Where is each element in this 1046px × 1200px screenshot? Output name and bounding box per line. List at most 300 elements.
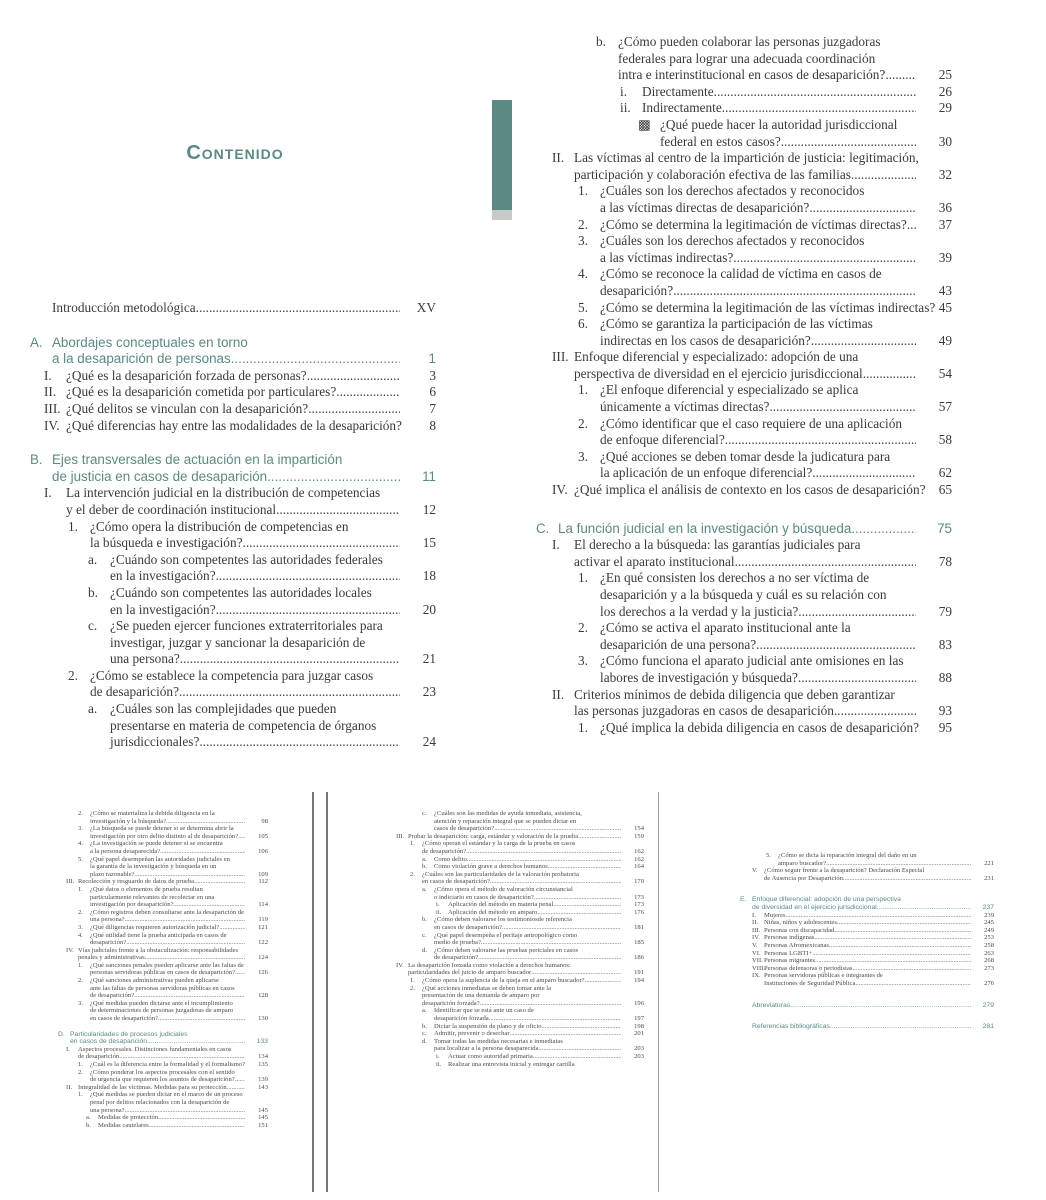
toc-entry-text: ¿Cuáles son las particularidades de la valoración probatoria <box>422 870 579 878</box>
toc-entry-text: Niñas, niños y adolescentes <box>764 919 837 927</box>
toc-page-number: 6 <box>429 384 436 400</box>
page-divider <box>658 792 659 1192</box>
toc-leader-dots <box>510 1030 621 1038</box>
toc-entry-number: V. <box>752 867 758 875</box>
toc-entry-text: de desaparición? <box>90 992 135 1000</box>
toc-entry[interactable] <box>548 150 952 183</box>
toc-entry-number: II. <box>66 1083 73 1091</box>
toc-entry[interactable] <box>66 878 268 886</box>
toc-section-heading[interactable] <box>740 896 994 911</box>
toc-entry[interactable] <box>78 977 268 1000</box>
toc-entry[interactable] <box>396 1038 644 1053</box>
toc-entry-number: VI. <box>752 949 761 957</box>
toc-entry[interactable] <box>396 1061 644 1069</box>
toc-section-heading[interactable] <box>740 1023 994 1031</box>
toc-entry-text: Actuar como autoridad primaria <box>448 1053 533 1060</box>
toc-page-number: 65 <box>938 482 952 498</box>
toc-entry-text: ¿Cómo funciona el aparato judicial ante omisiones en las <box>600 653 904 669</box>
toc-entry[interactable] <box>78 1000 268 1023</box>
toc-entry[interactable] <box>396 856 644 864</box>
toc-entry-number: IV. <box>396 961 404 969</box>
toc-entry[interactable] <box>740 867 994 882</box>
toc-leader-dots <box>494 825 621 833</box>
toc-page-number: 203 <box>634 1045 644 1053</box>
toc-leader-dots <box>231 351 400 368</box>
toc-leader-dots <box>534 894 621 902</box>
toc-entry[interactable] <box>78 962 268 977</box>
toc-entry-text: Ejes transversales de actuación en la impartición <box>52 452 343 468</box>
toc-page-number: 276 <box>984 979 994 987</box>
toc-entry-number: VII. <box>752 957 763 965</box>
toc-entry[interactable] <box>548 482 952 499</box>
toc-leader-dots <box>145 954 245 962</box>
toc-entry[interactable] <box>30 519 436 552</box>
toc-leader-dots <box>216 602 400 619</box>
toc-entry[interactable] <box>30 418 436 435</box>
toc-leader-dots <box>480 1000 621 1008</box>
toc-entry-text: desaparición y a la búsqueda y cuál es su relación con <box>600 587 887 602</box>
toc-leader-dots <box>843 875 971 883</box>
toc-entry[interactable] <box>548 653 952 686</box>
toc-entry[interactable] <box>396 1007 644 1022</box>
toc-entry[interactable] <box>548 449 952 482</box>
toc-entry[interactable] <box>78 909 268 924</box>
toc-entry-number: c. <box>422 1030 427 1038</box>
toc-entry-text: investigación por otro delito distinto al de desaparición? <box>90 832 239 840</box>
toc-page-number: 258 <box>984 941 994 949</box>
toc-entry-number: 1. <box>578 719 588 735</box>
toc-entry[interactable] <box>30 585 436 618</box>
toc-page-number: 273 <box>984 964 994 972</box>
toc-entry-text: Como violación grave a derechos humanos <box>434 863 548 871</box>
toc-entry-number: B. <box>30 452 43 468</box>
toc-entry-number: 4. <box>578 266 588 282</box>
toc-leader-dots <box>673 283 916 300</box>
toc-page-number: 114 <box>258 901 268 909</box>
toc-entry-text: ¿En qué consisten los derechos a no ser víctima de <box>600 570 870 586</box>
toc-page-number: 24 <box>422 734 436 750</box>
toc-entry[interactable] <box>396 947 644 962</box>
toc-leader-dots <box>308 401 400 418</box>
toc-entry-text: ¿La investigación se puede detener si se encuentra <box>90 840 223 848</box>
toc-entry-text: investigación y la búsqueda? <box>90 817 166 825</box>
toc-entry[interactable] <box>548 537 952 570</box>
toc-entry[interactable] <box>396 1030 644 1038</box>
toc-entry-text: Enfoque diferencial: adopción de una perspectiva <box>752 896 901 904</box>
toc-leader-dots <box>537 909 621 917</box>
toc-entry[interactable] <box>30 368 436 385</box>
toc-entry[interactable] <box>396 810 644 833</box>
toc-entry-text: ¿Qué puede hacer la autoridad jurisdiccional <box>660 116 898 132</box>
toc-entry-text: a la desaparición de personas <box>52 351 231 367</box>
toc-leader-dots <box>466 848 621 856</box>
toc-leader-dots <box>147 1038 245 1046</box>
toc-leader-dots <box>578 833 621 841</box>
toc-entry-text: casos de desaparición? <box>434 825 495 833</box>
toc-entry[interactable] <box>78 810 268 825</box>
toc-page-number: 162 <box>634 847 644 855</box>
toc-entry[interactable] <box>396 886 644 901</box>
toc-entry-text: la garantía de la investigación y búsqueda en un <box>90 863 217 871</box>
toc-entry-number: a. <box>422 885 427 893</box>
toc-entry-text: La intervención judicial en la distribución de competencias <box>66 485 381 501</box>
toc-entry-number: III. <box>552 349 569 365</box>
toc-entry[interactable] <box>66 947 268 962</box>
toc-entry-number: 3. <box>578 653 588 669</box>
toc-entry[interactable] <box>396 871 644 886</box>
toc-page-number: 26 <box>938 83 952 99</box>
toc-leader-dots <box>174 901 246 909</box>
toc-entry-text: ¿Cómo pueden colaborar las personas juzgadoras <box>618 34 881 49</box>
toc-page-number: 119 <box>258 916 268 924</box>
toc-entry[interactable] <box>30 300 436 317</box>
toc-entry-number: V. <box>752 941 758 949</box>
toc-entry-number: II. <box>552 686 565 702</box>
toc-entry-number: ii. <box>436 908 442 916</box>
toc-page-number: 221 <box>984 859 994 867</box>
toc-entry-number: 3. <box>578 233 588 249</box>
toc-entry-text: ¿Cómo deben valorarse los testimoniosde referencia <box>434 916 572 924</box>
toc-page-number: 75 <box>937 520 952 536</box>
toc-entry[interactable] <box>78 924 268 932</box>
toc-entry[interactable] <box>548 34 952 84</box>
toc-entry[interactable] <box>30 618 436 668</box>
toc-entry-number: 1. <box>78 961 83 969</box>
toc-entry-text: a la persona desaparecida? <box>90 847 161 855</box>
toc-entry-text: ¿Qué es la desaparición cometida por particulares? <box>66 384 337 400</box>
toc-page-number: 128 <box>258 992 268 1000</box>
toc-page-number: 143 <box>258 1083 268 1091</box>
toc-entry[interactable] <box>548 687 952 720</box>
toc-entry-text: La desaparición forzada como violación a derechos humanos: <box>408 961 571 969</box>
toc-entry[interactable] <box>396 863 644 871</box>
toc-entry-number: III. <box>66 878 75 886</box>
toc-leader-dots <box>786 912 971 920</box>
toc-entry-number: 1. <box>410 977 415 985</box>
toc-entry-number: 5. <box>78 855 83 863</box>
toc-entry-text: ¿Qué medidas pueden dictarse ante el incumplimiento <box>90 999 233 1007</box>
toc-entry[interactable] <box>78 1114 268 1122</box>
toc-leader-dots <box>125 916 245 924</box>
toc-entry[interactable] <box>396 1053 644 1061</box>
toc-entry-text: Identificar que se está ante un caso de <box>434 1007 534 1015</box>
toc-entry-text: a las víctimas directas de desaparición? <box>600 199 810 215</box>
toc-entry[interactable] <box>78 1122 268 1130</box>
toc-entry[interactable] <box>548 570 952 620</box>
toc-leader-dots <box>134 871 245 879</box>
toc-entry-text: en casos de desaparición? <box>422 878 490 886</box>
toc-page-number: 170 <box>634 878 644 886</box>
toc-entry[interactable] <box>30 485 436 518</box>
toc-entry-text: ¿Cuál es la diferencia entre la formalidad y el formalismo? <box>90 1061 246 1068</box>
toc-entry-text: ¿Cómo se determina la legitimación de víctimas directas? <box>600 216 907 232</box>
toc-leader-dots <box>834 703 916 720</box>
toc-entry[interactable] <box>78 825 268 840</box>
toc-entry-text: para localizar a la persona desaparecida <box>434 1045 539 1053</box>
toc-entry[interactable] <box>30 668 436 701</box>
toc-entry-number: c. <box>422 931 427 939</box>
toc-entry-number: 2. <box>410 984 415 992</box>
toc-entry-number: 3. <box>78 999 83 1007</box>
toc-page-number: 151 <box>258 1121 268 1129</box>
toc-page-number: 154 <box>634 825 644 833</box>
toc-entry[interactable] <box>396 977 644 985</box>
toc-entry[interactable] <box>78 1069 268 1084</box>
toc-entry-text: ¿Cómo se dicta la reparación integral del daño en un <box>778 852 917 859</box>
toc-entry-text: ¿Cómo deben valorarse las pruebas periciales en casos <box>434 946 579 954</box>
toc-entry-number: a. <box>422 1007 427 1015</box>
toc-entry[interactable] <box>396 962 644 977</box>
toc-entry-number: b. <box>596 34 606 49</box>
toc-entry[interactable] <box>740 972 994 987</box>
toc-entry-text: una persona? <box>110 651 180 667</box>
toc-leader-dots <box>725 432 916 449</box>
toc-entry-number: IV. <box>44 417 60 433</box>
toc-entry[interactable] <box>740 965 994 973</box>
toc-leader-dots <box>490 878 621 886</box>
toc-entry-text: federal en estos casos? <box>660 133 781 149</box>
toc-page-number: 201 <box>634 1030 644 1038</box>
toc-entry-number: III. <box>752 926 761 934</box>
toc-entry-text: de enfoque diferencial? <box>600 432 725 448</box>
toc-leader-dots <box>852 965 971 973</box>
toc-page-number: 181 <box>634 923 644 931</box>
toc-leader-dots <box>194 878 245 886</box>
toc-entry[interactable] <box>396 985 644 1008</box>
toc-entry[interactable] <box>740 919 994 927</box>
toc-entry-number: b. <box>86 1121 91 1129</box>
toc-entry[interactable] <box>548 84 952 101</box>
toc-leader-dots <box>199 734 400 751</box>
toc-page-number: 196 <box>634 999 644 1007</box>
toc-entry[interactable] <box>78 886 268 909</box>
toc-entry[interactable] <box>548 382 952 415</box>
toc-entry-number: b. <box>422 1022 427 1030</box>
toc-entry[interactable] <box>548 720 952 737</box>
toc-entry-number: III. <box>44 400 61 416</box>
toc-entry[interactable] <box>548 100 952 117</box>
toc-page-number: 39 <box>938 249 952 265</box>
toc-page-number: 122 <box>258 939 268 947</box>
toc-entry-number: I. <box>552 537 560 553</box>
toc-entry-text: Personas defensoras o periodistas <box>764 964 853 972</box>
toc-thumbnail-page-2 <box>396 810 644 1068</box>
toc-entry[interactable] <box>548 117 952 150</box>
toc-page-number: 268 <box>984 957 994 965</box>
toc-entry-number: c. <box>88 618 98 634</box>
toc-thumbnail-page-3 <box>740 852 994 1031</box>
toc-entry[interactable] <box>66 1046 268 1061</box>
toc-entry-text: atención y reparación integral que se pueden dictar en <box>434 817 577 825</box>
toc-section-heading[interactable] <box>536 521 952 538</box>
toc-leader-dots <box>826 860 971 868</box>
toc-entry[interactable] <box>548 416 952 449</box>
toc-entry-text: ¿Qué diferencias hay entre las modalidades de la desaparición? <box>66 417 402 433</box>
toc-entry[interactable] <box>78 840 268 855</box>
toc-entry-text: Particularidades de procesos judiciales <box>70 1030 188 1038</box>
toc-entry-text: ¿Qué papel desempeña el peritaje antropológico como <box>434 931 578 939</box>
toc-entry[interactable] <box>396 932 644 947</box>
toc-entry[interactable] <box>30 384 436 401</box>
toc-entry[interactable] <box>548 300 952 317</box>
toc-entry[interactable] <box>78 1061 268 1069</box>
toc-section-heading[interactable] <box>58 1031 268 1046</box>
toc-entry[interactable] <box>740 950 994 958</box>
toc-page-number: 62 <box>938 465 952 481</box>
toc-leader-dots <box>307 368 400 385</box>
toc-page-number: 198 <box>634 1022 644 1030</box>
toc-entry[interactable] <box>396 909 644 917</box>
toc-thumbnails <box>0 792 1046 1200</box>
toc-entry-number: II. <box>552 150 565 166</box>
toc-entry-text: particularmente relevantes de recolectar en una <box>90 893 215 901</box>
toc-leader-dots <box>781 134 916 151</box>
toc-entry-text: activar el aparato institucional <box>574 553 735 569</box>
toc-entry[interactable] <box>740 934 994 942</box>
toc-leader-dots <box>539 1045 621 1053</box>
toc-entry-number: 2. <box>78 810 83 817</box>
decorative-green-bar <box>492 100 512 210</box>
toc-page-number: 109 <box>258 870 268 878</box>
toc-entry-text: jurisdiccionales? <box>110 734 200 750</box>
toc-page-number: 191 <box>634 969 644 977</box>
toc-page-number: 249 <box>984 926 994 934</box>
toc-page-number: 105 <box>258 832 268 840</box>
toc-entry[interactable] <box>548 316 952 349</box>
toc-entry[interactable] <box>30 552 436 585</box>
toc-entry[interactable] <box>396 901 644 909</box>
toc-section-heading[interactable] <box>30 335 436 368</box>
toc-entry[interactable] <box>396 916 644 931</box>
toc-page-number: 79 <box>938 603 952 619</box>
toc-entry[interactable] <box>548 266 952 299</box>
toc-page-number: 135 <box>258 1061 268 1068</box>
toc-page-number: 78 <box>938 553 952 569</box>
toc-entry[interactable] <box>740 957 994 965</box>
toc-entry-text: Medidas de protección <box>98 1114 159 1122</box>
toc-leader-dots <box>814 934 971 942</box>
toc-leader-dots <box>489 1015 621 1023</box>
toc-entry[interactable] <box>740 942 994 950</box>
toc-entry[interactable] <box>78 932 268 947</box>
toc-page-number: 11 <box>422 468 436 484</box>
toc-entry-text: amparo buscador? <box>778 859 827 867</box>
toc-entry-text: los derechos a la verdad y la justicia? <box>600 603 799 619</box>
toc-leader-dots <box>179 684 400 701</box>
toc-page-number: 281 <box>982 1023 994 1031</box>
toc-entry-text: labores de investigación y búsqueda? <box>600 669 798 685</box>
toc-entry-text: Personas LGBTI+ <box>764 949 813 957</box>
toc-entry[interactable] <box>548 217 952 234</box>
toc-entry[interactable] <box>30 401 436 418</box>
toc-leader-dots <box>769 399 916 416</box>
toc-leader-dots <box>134 992 245 1000</box>
toc-leader-dots <box>815 957 971 965</box>
toc-entry-text: una persona? <box>90 916 125 924</box>
toc-entry-number: 5. <box>766 852 771 859</box>
toc-entry-text: ¿Cómo seguir frente a la desaparición? Declaración Especial <box>764 867 925 875</box>
toc-leader-dots <box>219 924 245 932</box>
toc-entry-text: desaparición? <box>600 282 674 298</box>
toc-entry-text: plazo razonable? <box>90 870 135 878</box>
toc-page-number: 279 <box>982 1001 994 1009</box>
toc-entry[interactable] <box>78 856 268 879</box>
toc-leader-dots <box>809 200 916 217</box>
toc-page-number: 29 <box>938 100 952 116</box>
toc-entry[interactable] <box>30 701 436 751</box>
toc-entry[interactable] <box>396 833 644 841</box>
toc-entry[interactable] <box>548 349 952 382</box>
toc-entry-number: IV. <box>752 934 760 942</box>
toc-page-number: 20 <box>422 601 436 617</box>
toc-page-number: 124 <box>258 954 268 962</box>
toc-entry[interactable] <box>548 233 952 266</box>
toc-leader-dots <box>180 651 400 668</box>
toc-leader-dots <box>235 969 245 977</box>
toc-entry-number: 1. <box>78 1091 83 1099</box>
toc-page-number: 98 <box>261 817 268 825</box>
toc-leader-dots <box>533 1053 621 1061</box>
toc-leader-dots <box>714 84 916 101</box>
toc-section-heading[interactable] <box>740 1002 994 1010</box>
toc-entry[interactable] <box>740 852 994 867</box>
toc-entry-text: ¿Cómo opera el método de valoración circunstancial <box>434 885 573 893</box>
toc-leader-dots <box>722 100 916 117</box>
toc-entry[interactable] <box>548 620 952 653</box>
toc-entry[interactable] <box>740 912 994 920</box>
toc-page-number: 159 <box>634 832 644 840</box>
toc-entry-text: ¿Qué acciones se deben tomar desde la judicatura para <box>600 448 891 464</box>
toc-leader-dots <box>548 863 621 871</box>
toc-leader-dots <box>812 950 971 958</box>
toc-entry-text: penales y administrativas <box>78 954 145 962</box>
toc-entry[interactable] <box>66 1084 268 1092</box>
toc-entry-text: ¿Cómo se reconoce la calidad de víctima en casos de <box>600 266 882 282</box>
toc-page-number: 30 <box>938 133 952 149</box>
toc-entry-number: b. <box>88 584 98 600</box>
toc-entry[interactable] <box>396 1023 644 1031</box>
toc-entry-text: a las víctimas indirectas? <box>600 249 734 265</box>
toc-entry-text: ¿Qué implica el análisis de contexto en los casos de desaparición? <box>574 482 926 498</box>
toc-entry-text: ¿Cómo opera la distribución de competencias en <box>90 518 349 534</box>
toc-leader-dots <box>125 1107 245 1115</box>
toc-entry-number: 2. <box>68 667 78 683</box>
toc-entry-text: Instituciones de Seguridad Pública <box>764 979 856 987</box>
toc-entry-text: personas servidoras públicas en casos de desaparición? <box>90 969 236 977</box>
toc-entry[interactable] <box>548 183 952 216</box>
toc-page-number: 43 <box>938 282 952 298</box>
toc-page-number: 231 <box>984 874 994 882</box>
toc-left-column <box>30 300 436 751</box>
toc-entry-text: federales para lograr una adecuada coordinación <box>618 50 876 66</box>
toc-entry-text: ¿Qué implica la debida diligencia en casos de desaparición? <box>600 719 919 735</box>
toc-entry-text: perspectiva de diversidad en el ejercicio jurisdiccional <box>574 365 863 381</box>
toc-entry-text: Realizar una entrevista inicial y entregar cartilla <box>448 1060 575 1068</box>
toc-entry-text: ¿Qué delitos se vinculan con la desaparición? <box>66 400 309 416</box>
toc-entry-number: b. <box>422 916 427 924</box>
toc-section-heading[interactable] <box>30 452 436 485</box>
toc-page-number: 121 <box>258 923 268 931</box>
toc-leader-dots <box>553 901 621 909</box>
toc-page-number: 130 <box>258 1015 268 1023</box>
toc-page-number: 162 <box>634 855 644 863</box>
toc-entry[interactable] <box>78 1091 268 1114</box>
toc-entry-text: Medidas cautelares <box>98 1121 149 1129</box>
toc-entry[interactable] <box>396 840 644 855</box>
toc-entry-text: Indirectamente <box>642 100 722 116</box>
toc-leader-dots <box>196 300 400 317</box>
toc-entry[interactable] <box>740 927 994 935</box>
